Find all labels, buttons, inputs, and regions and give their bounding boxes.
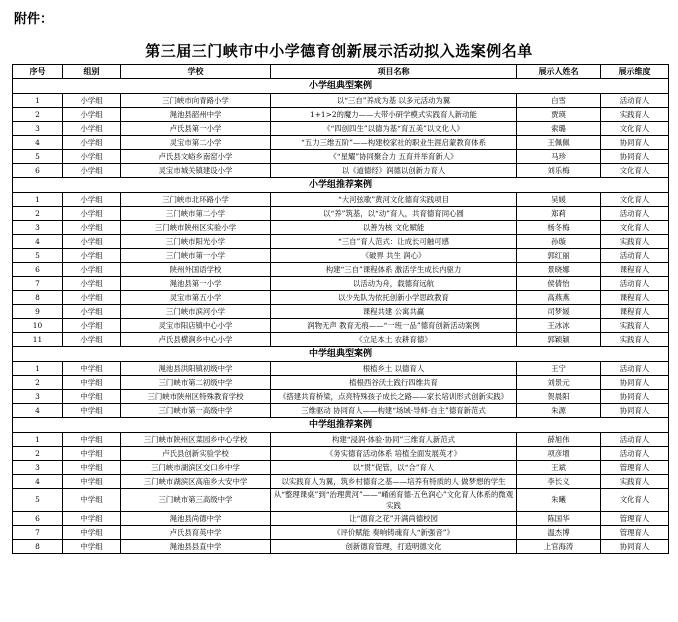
project-cell: 《评价赋能 奏响铸魂育人“新强音”》 — [271, 526, 517, 540]
dimension-cell: 实践育人 — [601, 333, 669, 347]
attachment-label: 附件： — [14, 12, 54, 27]
group-cell: 小学组 — [63, 108, 121, 122]
project-cell: 根植乡土 以德育人 — [271, 362, 517, 376]
table-row — [13, 404, 669, 418]
table-row — [13, 150, 669, 164]
presenter-cell: 贾瑛 — [517, 108, 601, 122]
presenter-cell: 刘景元 — [517, 376, 601, 390]
dimension-cell: 课程育人 — [601, 305, 669, 319]
group-cell: 中学组 — [63, 362, 121, 376]
project-cell: 课程共建 公寓共赢 — [271, 305, 517, 319]
presenter-cell: 贺晨阳 — [517, 390, 601, 404]
school-cell: 渑池县洪阳镇初级中学 — [121, 362, 271, 376]
presenter-cell: 索璐 — [517, 122, 601, 136]
table-row — [13, 207, 669, 221]
section-title: 小学组推荐案例 — [13, 178, 669, 193]
table-body — [13, 65, 669, 554]
serial-cell: 4 — [13, 475, 63, 489]
presenter-cell: 温杰博 — [517, 526, 601, 540]
serial-cell: 4 — [13, 404, 63, 418]
presenter-cell: 上官海涛 — [517, 540, 601, 554]
serial-cell: 7 — [13, 277, 63, 291]
group-cell: 中学组 — [63, 461, 121, 475]
group-cell: 小学组 — [63, 94, 121, 108]
group-cell: 小学组 — [63, 164, 121, 178]
presenter-cell: 刘乐梅 — [517, 164, 601, 178]
serial-cell: 11 — [13, 333, 63, 347]
column-header: 展示人姓名 — [517, 65, 601, 79]
serial-cell: 1 — [13, 433, 63, 447]
project-cell: 以“贯”促管，以“合”育人 — [271, 461, 517, 475]
project-cell: 以实践育人为翼，筑乡村德育之基——培养有特质的人 做梦想的学生 — [271, 475, 517, 489]
header-row — [13, 65, 669, 79]
serial-cell: 6 — [13, 263, 63, 277]
table-row — [13, 94, 669, 108]
serial-cell: 10 — [13, 319, 63, 333]
column-header: 展示维度 — [601, 65, 669, 79]
presenter-cell: 郑莉 — [517, 207, 601, 221]
table-row — [13, 291, 669, 305]
serial-cell: 5 — [13, 150, 63, 164]
school-cell: 三门峡市湖滨区高庙乡大安中学 — [121, 475, 271, 489]
serial-cell: 4 — [13, 136, 63, 150]
serial-cell: 8 — [13, 540, 63, 554]
presenter-cell: 王斌 — [517, 461, 601, 475]
project-cell: 1+1>2的魔力——大带小研学模式实践育人新动能 — [271, 108, 517, 122]
section-title: 中学组典型案例 — [13, 347, 669, 362]
table-row — [13, 376, 669, 390]
section-title: 小学组典型案例 — [13, 79, 669, 94]
project-cell: 以《道德经》润德以创新力育人 — [271, 164, 517, 178]
project-cell: 创新德育管理，打造明德文化 — [271, 540, 517, 554]
serial-cell: 3 — [13, 221, 63, 235]
group-cell: 小学组 — [63, 333, 121, 347]
school-cell: 三门峡市陕州区实验小学 — [121, 221, 271, 235]
school-cell: 卢氏县第一小学 — [121, 122, 271, 136]
serial-cell: 5 — [13, 249, 63, 263]
serial-cell: 3 — [13, 122, 63, 136]
project-cell: 让“德育之花”开满尚德校园 — [271, 512, 517, 526]
dimension-cell: 实践育人 — [601, 235, 669, 249]
dimension-cell: 文化育人 — [601, 122, 669, 136]
project-cell: 《“四创四生”以德为基“育五美”以文化人》 — [271, 122, 517, 136]
school-cell: 灵宝市第五小学 — [121, 291, 271, 305]
dimension-cell: 协同育人 — [601, 404, 669, 418]
school-cell: 三门峡市滨河小学 — [121, 305, 271, 319]
dimension-cell: 活动育人 — [601, 433, 669, 447]
table-row — [13, 235, 669, 249]
section-title-row — [13, 79, 669, 94]
group-cell: 小学组 — [63, 207, 121, 221]
school-cell: 三门峡市第一高级中学 — [121, 404, 271, 418]
presenter-cell: 李长义 — [517, 475, 601, 489]
group-cell: 中学组 — [63, 376, 121, 390]
dimension-cell: 协同育人 — [601, 376, 669, 390]
serial-cell: 3 — [13, 390, 63, 404]
dimension-cell: 课程育人 — [601, 263, 669, 277]
document-title: 第三届三门峡市中小学德育创新展示活动拟入选案例名单 — [145, 42, 533, 60]
group-cell: 小学组 — [63, 136, 121, 150]
presenter-cell: 王佩佩 — [517, 136, 601, 150]
table-row — [13, 362, 669, 376]
project-cell: 植根西谷沃土践行四维共育 — [271, 376, 517, 390]
serial-cell: 1 — [13, 193, 63, 207]
table-row — [13, 193, 669, 207]
serial-cell: 2 — [13, 447, 63, 461]
school-cell: 三门峡市陕州区菜园乡中心学校 — [121, 433, 271, 447]
school-cell: 三门峡市第二初级中学 — [121, 376, 271, 390]
school-cell: 卢氏县文峪乡南窑小学 — [121, 150, 271, 164]
presenter-cell: 侯倩怡 — [517, 277, 601, 291]
project-cell: 《破界 共生 润心》 — [271, 249, 517, 263]
group-cell: 小学组 — [63, 235, 121, 249]
dimension-cell: 协同育人 — [601, 150, 669, 164]
school-cell: 三门峡市北环路小学 — [121, 193, 271, 207]
project-cell: 以活动为舟，载德育远航 — [271, 277, 517, 291]
school-cell: 灵宝市城关镇建设小学 — [121, 164, 271, 178]
presenter-cell: 景晓娜 — [517, 263, 601, 277]
group-cell: 中学组 — [63, 390, 121, 404]
school-cell: 三门峡市第二小学 — [121, 207, 271, 221]
school-cell: 三门峡市湖滨区交口乡中学 — [121, 461, 271, 475]
project-cell: “三自”育人范式：让成长可触可感 — [271, 235, 517, 249]
presenter-cell: 郭颖颖 — [517, 333, 601, 347]
group-cell: 中学组 — [63, 433, 121, 447]
table-row — [13, 319, 669, 333]
group-cell: 小学组 — [63, 291, 121, 305]
group-cell: 小学组 — [63, 305, 121, 319]
group-cell: 小学组 — [63, 277, 121, 291]
dimension-cell: 活动育人 — [601, 249, 669, 263]
dimension-cell: 活动育人 — [601, 207, 669, 221]
school-cell: 渑池县韶州中学 — [121, 108, 271, 122]
serial-cell: 1 — [13, 362, 63, 376]
project-cell: 构建“浸润·体验·协同”三维育人新范式 — [271, 433, 517, 447]
section-title-row — [13, 418, 669, 433]
table-row — [13, 512, 669, 526]
school-cell: 卢氏县育英中学 — [121, 526, 271, 540]
presenter-cell: 王宁 — [517, 362, 601, 376]
serial-cell: 9 — [13, 305, 63, 319]
dimension-cell: 文化育人 — [601, 164, 669, 178]
school-cell: 陕州外国语学校 — [121, 263, 271, 277]
column-header: 学校 — [121, 65, 271, 79]
school-cell: 渑池县县直中学 — [121, 540, 271, 554]
dimension-cell: 课程育人 — [601, 291, 669, 305]
project-cell: 《务实德育活动体系 培植全面发展英才》 — [271, 447, 517, 461]
table-row — [13, 108, 669, 122]
project-cell: 构建“三自”课程体系 激活学生成长内驱力 — [271, 263, 517, 277]
dimension-cell: 活动育人 — [601, 277, 669, 291]
group-cell: 中学组 — [63, 526, 121, 540]
project-cell: 以“三自”养成为基 以多元活动为翼 — [271, 94, 517, 108]
serial-cell: 1 — [13, 94, 63, 108]
table-row — [13, 221, 669, 235]
dimension-cell: 活动育人 — [601, 362, 669, 376]
table-row — [13, 263, 669, 277]
group-cell: 小学组 — [63, 319, 121, 333]
dimension-cell: 协同育人 — [601, 390, 669, 404]
presenter-cell: 薛旭伟 — [517, 433, 601, 447]
group-cell: 中学组 — [63, 447, 121, 461]
table-row — [13, 447, 669, 461]
table-row — [13, 164, 669, 178]
presenter-cell: 高燕燕 — [517, 291, 601, 305]
table-row — [13, 433, 669, 447]
group-cell: 小学组 — [63, 249, 121, 263]
dimension-cell: 文化育人 — [601, 193, 669, 207]
serial-cell: 5 — [13, 489, 63, 512]
table-row — [13, 122, 669, 136]
group-cell: 中学组 — [63, 475, 121, 489]
school-cell: 三门峡市第三高级中学 — [121, 489, 271, 512]
table-row — [13, 526, 669, 540]
project-cell: 润物无声 教育无痕——“一班一品”德育创新活动案例 — [271, 319, 517, 333]
presenter-cell: 王冰冰 — [517, 319, 601, 333]
group-cell: 小学组 — [63, 221, 121, 235]
group-cell: 中学组 — [63, 489, 121, 512]
school-cell: 渑池县尚德中学 — [121, 512, 271, 526]
dimension-cell: 实践育人 — [601, 475, 669, 489]
project-cell: “大河弦歌”黄河文化德育实践项目 — [271, 193, 517, 207]
project-cell: 《立足本土 农耕育德》 — [271, 333, 517, 347]
serial-cell: 6 — [13, 164, 63, 178]
dimension-cell: 文化育人 — [601, 221, 669, 235]
presenter-cell: 司梦媛 — [517, 305, 601, 319]
column-header: 项目名称 — [271, 65, 517, 79]
dimension-cell: 活动育人 — [601, 447, 669, 461]
school-cell: 三门峡市阳光小学 — [121, 235, 271, 249]
presenter-cell: 朱源 — [517, 404, 601, 418]
presenter-cell: 朱曦 — [517, 489, 601, 512]
table-row — [13, 249, 669, 263]
group-cell: 小学组 — [63, 150, 121, 164]
project-cell: 以“养”筑基，以“动”育人，共育德育同心圆 — [271, 207, 517, 221]
presenter-cell: 孙璇 — [517, 235, 601, 249]
group-cell: 中学组 — [63, 404, 121, 418]
column-header: 组别 — [63, 65, 121, 79]
dimension-cell: 管理育人 — [601, 526, 669, 540]
dimension-cell: 文化育人 — [601, 489, 669, 512]
table-row — [13, 461, 669, 475]
school-cell: 三门峡市陕州区特殊教育学校 — [121, 390, 271, 404]
project-cell: 三维驱动 协同育人——构建“场域·导师·自主”德育新范式 — [271, 404, 517, 418]
dimension-cell: 管理育人 — [601, 512, 669, 526]
dimension-cell: 协同育人 — [601, 540, 669, 554]
serial-cell: 6 — [13, 512, 63, 526]
serial-cell: 8 — [13, 291, 63, 305]
table-row — [13, 475, 669, 489]
project-cell: 以少先队为依托创新小学思政教育 — [271, 291, 517, 305]
dimension-cell: 协同育人 — [601, 136, 669, 150]
case-list-table — [12, 64, 669, 554]
school-cell: 灵宝市阳店镇中心小学 — [121, 319, 271, 333]
project-cell: 《“星耀”协同聚合力 五育并举育新人》 — [271, 150, 517, 164]
group-cell: 中学组 — [63, 540, 121, 554]
serial-cell: 4 — [13, 235, 63, 249]
project-cell: 《搭建共育桥梁，点亮特殊孩子成长之路——家长培训形式创新实践》 — [271, 390, 517, 404]
dimension-cell: 实践育人 — [601, 319, 669, 333]
presenter-cell: 郭红丽 — [517, 249, 601, 263]
table-row — [13, 540, 669, 554]
serial-cell: 3 — [13, 461, 63, 475]
column-header: 序号 — [13, 65, 63, 79]
dimension-cell: 实践育人 — [601, 108, 669, 122]
school-cell: 卢氏县创新实验学校 — [121, 447, 271, 461]
project-cell: 以善为核 文化赋能 — [271, 221, 517, 235]
section-title: 中学组推荐案例 — [13, 418, 669, 433]
section-title-row — [13, 178, 669, 193]
group-cell: 小学组 — [63, 122, 121, 136]
serial-cell: 7 — [13, 526, 63, 540]
presenter-cell: 马珍 — [517, 150, 601, 164]
school-cell: 渑池县第一小学 — [121, 277, 271, 291]
school-cell: 三门峡市向青路小学 — [121, 94, 271, 108]
dimension-cell: 活动育人 — [601, 94, 669, 108]
group-cell: 中学组 — [63, 512, 121, 526]
table-row — [13, 390, 669, 404]
school-cell: 三门峡市第一小学 — [121, 249, 271, 263]
school-cell: 卢氏县横涧乡中心小学 — [121, 333, 271, 347]
section-title-row — [13, 347, 669, 362]
serial-cell: 2 — [13, 108, 63, 122]
table-row — [13, 305, 669, 319]
presenter-cell: 白雪 — [517, 94, 601, 108]
group-cell: 小学组 — [63, 263, 121, 277]
dimension-cell: 管理育人 — [601, 461, 669, 475]
project-cell: “五力三维五阶”——构建校家社的职业生涯启蒙教育体系 — [271, 136, 517, 150]
table-row — [13, 333, 669, 347]
serial-cell: 2 — [13, 376, 63, 390]
table-row — [13, 136, 669, 150]
presenter-cell: 项彦增 — [517, 447, 601, 461]
project-cell: 从“整理课桌”到“治理黄河”——“崤函育德·五色润心”文化育人体系的微观实践 — [271, 489, 517, 512]
table-row — [13, 277, 669, 291]
table-row — [13, 489, 669, 512]
group-cell: 小学组 — [63, 193, 121, 207]
presenter-cell: 吴媛 — [517, 193, 601, 207]
serial-cell: 2 — [13, 207, 63, 221]
school-cell: 灵宝市第二小学 — [121, 136, 271, 150]
presenter-cell: 陈国华 — [517, 512, 601, 526]
presenter-cell: 杨冬梅 — [517, 221, 601, 235]
